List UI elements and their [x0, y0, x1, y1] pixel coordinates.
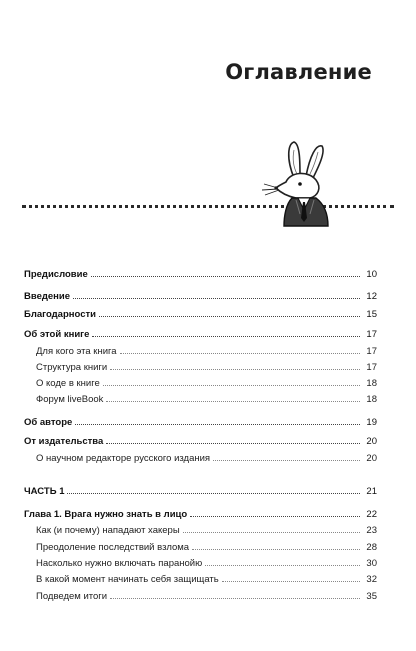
dot-leader: [222, 581, 360, 582]
toc-entry-page: 15: [366, 309, 377, 320]
toc-entry-label: Насколько нужно включать паранойю: [36, 558, 203, 569]
toc-entry[interactable]: [24, 306, 377, 320]
dot-leader: [99, 316, 360, 317]
toc-entry-page: 21: [366, 486, 377, 497]
toc-entry-page: 18: [366, 378, 377, 389]
toc-entry-page: 22: [366, 509, 377, 520]
toc-entry-label: О научном редакторе русского издания: [36, 453, 211, 464]
toc-entry[interactable]: [24, 266, 377, 280]
dot-leader: [106, 401, 360, 402]
toc-entry-label: О коде в книге: [36, 378, 100, 389]
toc-entry-label: ЧАСТЬ 1: [24, 486, 65, 497]
dot-leader: [110, 369, 360, 370]
dot-leader: [213, 460, 360, 461]
dot-leader: [190, 516, 360, 517]
toc-entry-label: Как (и почему) нападают хакеры: [36, 525, 180, 536]
dot-leader: [183, 532, 360, 533]
toc-entry-label: Предисловие: [24, 269, 88, 280]
toc-entry-label: Подведем итоги: [36, 591, 108, 602]
toc-entry-page: 20: [366, 453, 377, 464]
toc-entry-label: Об авторе: [24, 417, 73, 428]
toc-subentry[interactable]: [36, 522, 377, 536]
dot-leader: [67, 493, 360, 494]
page-title: Оглавление: [225, 60, 372, 84]
toc-subentry[interactable]: [36, 375, 377, 389]
toc-entry-page: 12: [366, 291, 377, 302]
toc-entry-label: Введение: [24, 291, 71, 302]
toc-entry-label: Благодарности: [24, 309, 96, 320]
toc-entry-label: Преодоление последствий взлома: [36, 542, 190, 553]
toc-entry[interactable]: [24, 414, 377, 428]
toc-entry-label: В какой момент начинать себя защищать: [36, 574, 219, 585]
toc-entry-label: От издательства: [24, 436, 104, 447]
toc-part-entry[interactable]: [24, 483, 377, 497]
toc-entry-page: 23: [366, 525, 377, 536]
toc-subentry[interactable]: [36, 343, 377, 357]
toc-entry-page: 17: [366, 362, 377, 373]
toc-entry-label: Структура книги: [36, 362, 108, 373]
toc-entry-page: 17: [366, 329, 377, 340]
toc-subentry[interactable]: [36, 539, 377, 553]
toc-entry-label: Об этой книге: [24, 329, 90, 340]
toc-entry-page: 19: [366, 417, 377, 428]
toc-subentry[interactable]: [36, 555, 377, 569]
toc-entry-page: 10: [366, 269, 377, 280]
toc-subentry[interactable]: [36, 391, 377, 405]
toc-entry-page: 35: [366, 591, 377, 602]
toc-chapter-entry[interactable]: [24, 506, 377, 520]
dot-leader: [110, 598, 360, 599]
dot-leader: [75, 424, 360, 425]
toc-entry-page: 28: [366, 542, 377, 553]
toc-entry[interactable]: [24, 288, 377, 302]
toc-entry-page: 20: [366, 436, 377, 447]
dot-leader: [205, 565, 360, 566]
toc-entry[interactable]: [24, 433, 377, 447]
toc-entry-page: 17: [366, 346, 377, 357]
toc-subentry[interactable]: [36, 588, 377, 602]
dot-leader: [92, 336, 360, 337]
dot-leader: [106, 443, 360, 444]
toc-entry-label: Для кого эта книга: [36, 346, 117, 357]
dot-leader: [73, 298, 360, 299]
toc-subentry[interactable]: [36, 450, 377, 464]
toc-entry-page: 30: [366, 558, 377, 569]
toc-subentry[interactable]: [36, 571, 377, 585]
toc-subentry[interactable]: [36, 359, 377, 373]
toc-entry-page: 18: [366, 394, 377, 405]
dot-leader: [192, 549, 360, 550]
toc-entry-label: Форум liveBook: [36, 394, 104, 405]
dot-leader: [91, 276, 360, 277]
dot-leader: [103, 385, 360, 386]
toc-entry[interactable]: [24, 326, 377, 340]
toc-entry-label: Глава 1. Врага нужно знать в лицо: [24, 509, 188, 520]
dot-leader: [120, 353, 360, 354]
toc-entry-page: 32: [366, 574, 377, 585]
